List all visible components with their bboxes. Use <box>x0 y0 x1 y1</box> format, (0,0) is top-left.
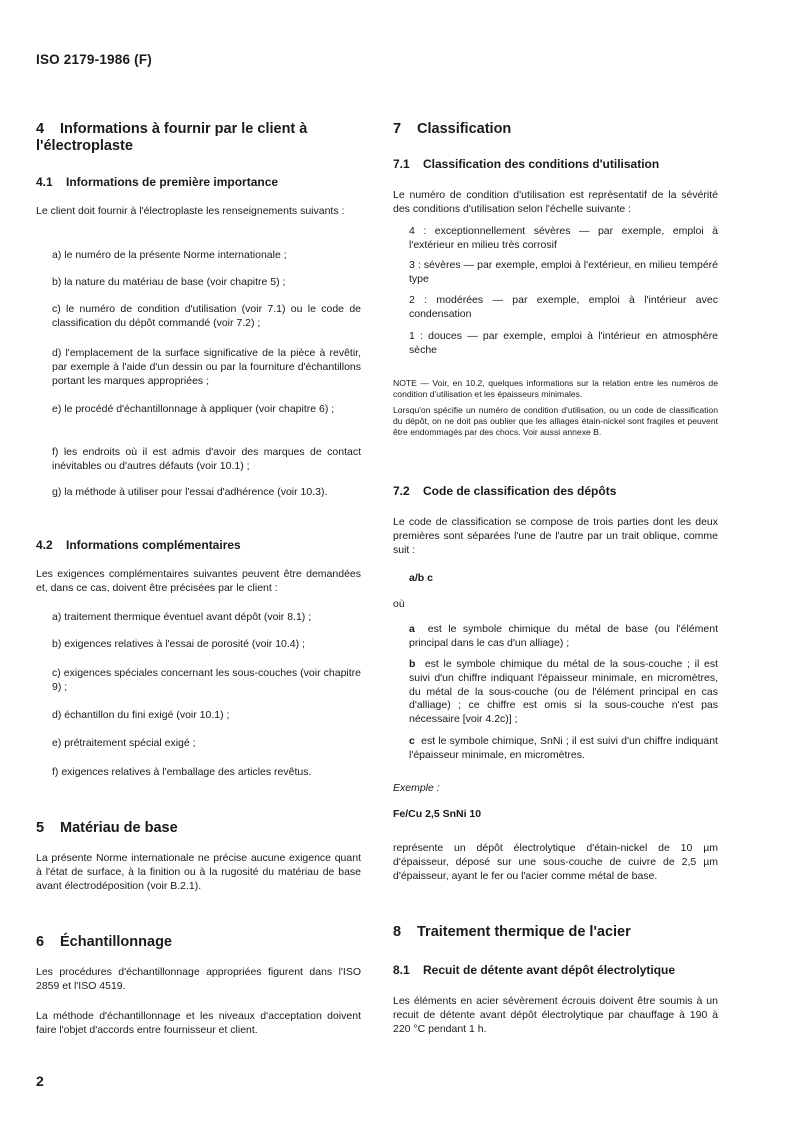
section-8-1-heading <box>393 963 718 978</box>
definition-item <box>409 658 718 727</box>
definition-key: b <box>409 658 416 670</box>
section-number: 4.2 <box>36 538 53 552</box>
list-item: d) l'emplacement de la surface significative de la pièce à revêtir, par exemple à l'aide d'un dessin ou par la fourniture d'échantillons portant les marques appropriées ; <box>52 347 361 387</box>
list-item: a) traitement thermique éventuel avant dépôt (voir 8.1) ; <box>52 611 312 623</box>
section-number: 7.2 <box>393 484 410 498</box>
section-6-heading <box>36 934 361 951</box>
list-item: a) le numéro de la présente Norme internationale ; <box>52 249 287 261</box>
section-title: Code de classification des dépôts <box>423 484 617 498</box>
paragraph: Les éléments en acier sévèrement écrouis doivent être soumis à un recuit de détente avant dépôt électrolytique par chauffage à 190 à 220 °C pendant 1 h. <box>393 995 718 1035</box>
definition-text: est le symbole chimique du métal de base (ou l'élément principal dans le cas d'un alliage) ; <box>409 623 718 649</box>
section-number: 6 <box>36 934 45 950</box>
section-4-heading <box>36 121 361 155</box>
list-item: b) la nature du matériau de base (voir chapitre 5) ; <box>52 276 286 288</box>
list-item: 1 : douces — par exemple, emploi à l'intérieur en atmosphère sèche <box>409 330 718 356</box>
section-7-1-heading <box>393 157 718 172</box>
list-item: 2 : modérées — par exemple, emploi à l'intérieur avec condensation <box>409 294 718 320</box>
list-item: c) exigences spéciales concernant les sous-couches (voir chapitre 9) ; <box>52 667 361 693</box>
section-7-heading <box>393 121 718 138</box>
list-item: d) échantillon du fini exigé (voir 10.1) ; <box>52 709 230 721</box>
section-title: Classification <box>417 121 512 137</box>
paragraph: où <box>393 598 405 610</box>
section-7-2-heading <box>393 484 718 499</box>
note: NOTE — Voir, en 10.2, quelques informations sur la relation entre les numéros de condition d'utilisation et les épaisseurs minimales. <box>393 378 718 400</box>
list-item: 3 : sévères — par exemple, emploi à l'extérieur, en milieu tempéré type <box>409 259 718 285</box>
section-title: Échantillonnage <box>60 934 172 950</box>
list-item: e) prétraitement spécial exigé ; <box>52 737 196 749</box>
section-title: Informations de première importance <box>66 175 279 189</box>
section-title: Classification des conditions d'utilisation <box>423 157 660 171</box>
page-number: 2 <box>36 1073 44 1089</box>
paragraph: représente un dépôt électrolytique d'étain-nickel de 10 µm d'épaisseur, déposé sur une sous-couche de cuivre de 2,5 µm d'épaisseur, ayant le fer ou l'acier comme métal de base. <box>393 842 718 882</box>
definition-text: est le symbole chimique, SnNi ; il est suivi d'un chiffre indiquant l'épaisseur minimale, en micromètres. <box>409 735 718 761</box>
list-item: 4 : exceptionnellement sévères — par exemple, emploi à l'extérieur en milieu très corrosif <box>409 225 718 251</box>
list-item: f) les endroits où il est admis d'avoir des marques de contact inévitables ou d'autres défauts (voir 10.1) ; <box>52 446 361 472</box>
paragraph: Le code de classification se compose de trois parties dont les deux premières sont séparées l'une de l'autre par un trait oblique, comme suit : <box>393 516 718 556</box>
section-title: Recuit de détente avant dépôt électrolytique <box>423 963 676 977</box>
paragraph: La méthode d'échantillonnage et les niveaux d'acceptation doivent faire l'objet d'accords entre fournisseur et client. <box>36 1010 361 1036</box>
section-8-heading <box>393 924 718 941</box>
definition-text: est le symbole chimique du métal de la sous-couche ; il est suivi d'un chiffre indiquant l'épaisseur minimale, en micromètres, du métal de la sous-couche (ou de l'élément principal en cas d'alliage) ; ce chiffre est omis si la sous-couche n'est pas nécessaire [voir 4.2c)] ; <box>409 658 719 726</box>
paragraph: La présente Norme internationale ne précise aucune exigence quant à l'état de surface, à la finition ou à la rugosité du matériau de base avant électrodéposition (voir B.2.1). <box>36 852 361 892</box>
paragraph: Les procédures d'échantillonnage appropriées figurent dans l'ISO 2859 et l'ISO 4519. <box>36 966 361 992</box>
list-item: e) le procédé d'échantillonnage à appliquer (voir chapitre 6) ; <box>52 403 335 415</box>
classification-code: a/b c <box>409 572 433 584</box>
definition-key: c <box>409 735 415 747</box>
list-item: g) la méthode à utiliser pour l'essai d'adhérence (voir 10.3). <box>52 486 328 498</box>
section-number: 8 <box>393 924 402 940</box>
section-4-2-heading <box>36 538 361 553</box>
section-title: Informations à fournir par le client à l'électroplaste <box>36 121 308 154</box>
section-title: Matériau de base <box>60 820 178 836</box>
definition-item <box>409 623 718 651</box>
section-number: 8.1 <box>393 963 410 977</box>
section-number: 7.1 <box>393 157 410 171</box>
section-title: Traitement thermique de l'acier <box>417 924 631 940</box>
definition-key: a <box>409 623 415 635</box>
section-4-1-heading <box>36 175 361 190</box>
section-number: 5 <box>36 820 45 836</box>
document-header: ISO 2179-1986 (F) <box>36 52 152 67</box>
list-item: c) le numéro de condition d'utilisation (voir 7.1) ou le code de classification du dépôt commandé (voir 7.2) ; <box>52 303 361 329</box>
paragraph: Les exigences complémentaires suivantes peuvent être demandées et, dans ce cas, doivent être précisées par le client : <box>36 568 361 594</box>
section-number: 7 <box>393 121 402 137</box>
paragraph: Le client doit fournir à l'électroplaste les renseignements suivants : <box>36 205 345 217</box>
list-item: f) exigences relatives à l'emballage des articles revêtus. <box>52 766 312 778</box>
example-code: Fe/Cu 2,5 SnNi 10 <box>393 808 482 820</box>
example-label: Exemple : <box>393 782 440 794</box>
section-number: 4 <box>36 121 45 137</box>
paragraph: Le numéro de condition d'utilisation est représentatif de la sévérité des conditions d'utilisation selon l'échelle suivante : <box>393 189 718 215</box>
section-title: Informations complémentaires <box>66 538 241 552</box>
section-number: 4.1 <box>36 175 53 189</box>
list-item: b) exigences relatives à l'essai de porosité (voir 10.4) ; <box>52 638 305 650</box>
section-5-heading <box>36 820 361 837</box>
definition-item <box>409 735 718 763</box>
note: Lorsqu'on spécifie un numéro de condition d'utilisation, ou un code de classification du dépôt, on ne doit pas oublier que les alliages étain-nickel sont fragiles et peuvent être endommagés par des chocs. Voir aussi annexe B. <box>393 405 718 438</box>
